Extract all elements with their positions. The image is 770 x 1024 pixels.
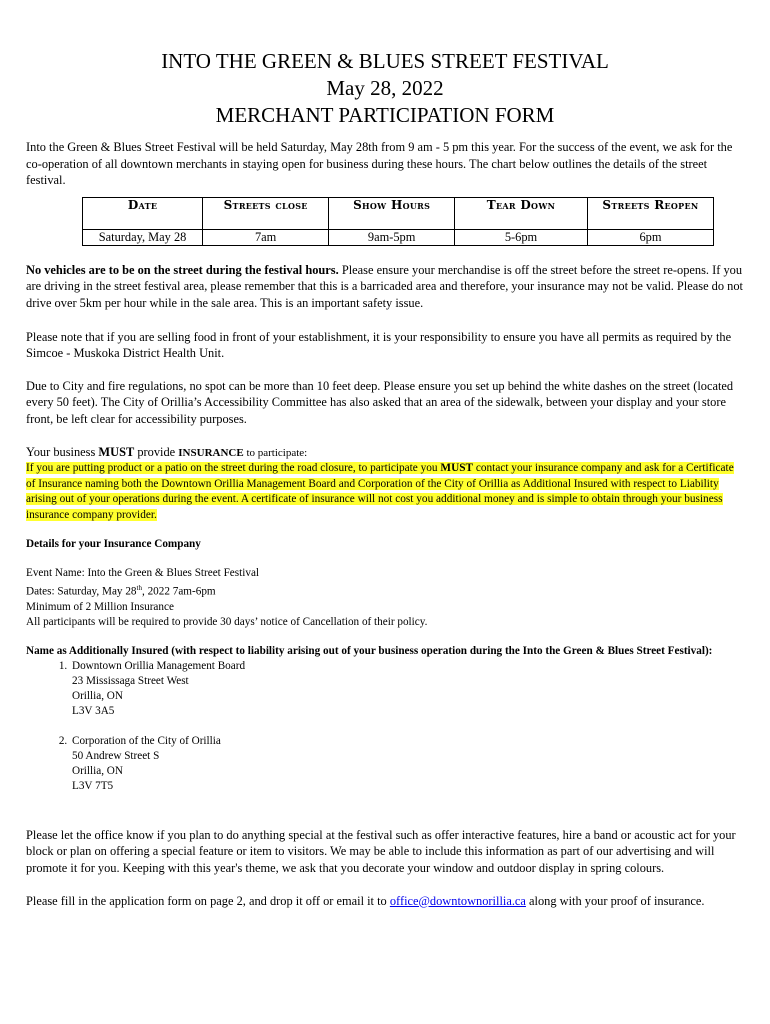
intro-paragraph: Into the Green & Blues Street Festival will be held Saturday, May 28th from 9 am - 5 pm this year. For the success of the event, we ask for the co-operation of all downtown merchants in staying open for business during these hours. The chart below outlines the details of the street festival. [26,140,733,188]
insured-item [70,734,744,794]
schedule-header-row [83,197,714,229]
closing-pre: Please fill in the application form on page 2, and drop it off or email it to [26,893,390,908]
additional-heading: Name as Additionally Insured (with respect to liability arising out of your business operation during the Into the Green & Blues Street Festival): [26,644,713,657]
regulations-paragraph: Due to City and fire regulations, no spot can be more than 10 feet deep. Please ensure you set up behind the white dashes on the street (located every 50 feet). The City of Orillia’s Accessibility Committee has also asked that an area of the sidewalk, between your display and your store front, be left clear for accessibility purposes. [26,378,734,426]
details-heading: Details for your Insurance Company [26,538,201,551]
highlight-must: MUST [440,462,474,475]
insurance-word: INSURANCE [178,446,244,459]
insured-postal: L3V 7T5 [72,779,114,792]
insured-item [70,659,744,719]
insurance-intro [26,444,744,462]
title-form: MERCHANT PARTICIPATION FORM [215,103,555,127]
closing-paragraph [26,893,744,910]
header-tear-down: Tear Down [455,197,588,229]
document-title [26,48,744,129]
vehicles-paragraph [26,262,744,312]
insured-postal: L3V 3A5 [72,704,115,717]
schedule-table [82,197,714,246]
special-paragraph: Please let the office know if you plan to do anything special at the festival such as offer interactive features, hire a band or acoustic act for your block or plan on offering a special feature or item to visitors. We may be able to include this information as part of our advertising and will promote it for you. Keeping with this year's theme, we ask that you decorate your window and outdoor display in spring colours. [26,827,736,876]
cell-streets-close: 7am [203,229,329,245]
insured-city: Orillia, ON [72,764,123,777]
insurance-post: to participate: [243,446,308,459]
highlight-pre: If you are putting product or a patio on the street during the road closure, to participate you [26,462,441,475]
insured-street: 50 Andrew Street S [72,749,160,762]
document-page [26,0,744,909]
cell-tear-down: 5-6pm [455,229,588,245]
title-festival: INTO THE GREEN & BLUES STREET FESTIVAL [161,49,609,73]
insured-name: 1. Downtown Orillia Management Board [72,659,246,672]
insurance-mid: provide [134,444,179,459]
schedule-row [83,229,714,245]
insured-city: Orillia, ON [72,689,123,702]
email-link[interactable]: office@downtownorillia.ca [389,893,526,908]
details-event: Event Name: Into the Green & Blues Street Festival [26,567,260,580]
vehicles-warning: No vehicles are to be on the street during the festival hours. [26,262,339,277]
details-cancellation: All participants will be required to provide 30 days’ notice of Cancellation of their policy. [26,615,428,628]
dates-pre: Dates: Saturday, May 28 [26,585,137,598]
vehicles-text: Please ensure your merchandise is off the street before the street re-opens. If you are driving in the street festival area, please remember that this is a barricaded area and therefore, your insurance may not be valid. Please do not drive over 5km per hour while in the sale area. This is an important safety issue. [26,262,743,310]
dates-post: , 2022 7am-6pm [141,585,216,598]
food-paragraph: Please note that if you are selling food in front of your establishment, it is your responsibility to ensure you have all permits as required by the Simcoe - Muskoka District Health Unit. [26,329,732,361]
dates-sup: th [136,584,142,593]
details-minimum: Minimum of 2 Million Insurance [26,600,174,613]
insurance-highlight [26,461,744,523]
details-block [26,566,744,630]
insured-street: 23 Mississaga Street West [72,674,189,687]
header-streets-close: Streets close [203,197,329,229]
insured-name: 2. Corporation of the City of Orillia [72,734,221,747]
insurance-pre: Your business [26,444,99,459]
closing-post: along with your proof of insurance. [525,893,705,908]
header-streets-reopen: Streets Reopen [587,197,713,229]
cell-show-hours: 9am-5pm [329,229,455,245]
insured-list [26,659,744,794]
header-show-hours: Show Hours [329,197,455,229]
cell-streets-reopen: 6pm [587,229,713,245]
title-date: May 28, 2022 [326,76,444,100]
details-dates [26,581,744,600]
header-date: Date [83,197,203,229]
insurance-must: MUST [98,444,135,459]
highlight-post: contact your insurance company and ask for a Certificate of Insurance naming both the Downtown Orillia Management Board and Corporation of the City of Orillia as Additional Insured with respect to Liability arising out of your operations during the event. A certificate of insurance will not cost you additional money and is simple to obtain through your business insurance company provider. [26,462,734,521]
cell-date: Saturday, May 28 [83,229,203,245]
